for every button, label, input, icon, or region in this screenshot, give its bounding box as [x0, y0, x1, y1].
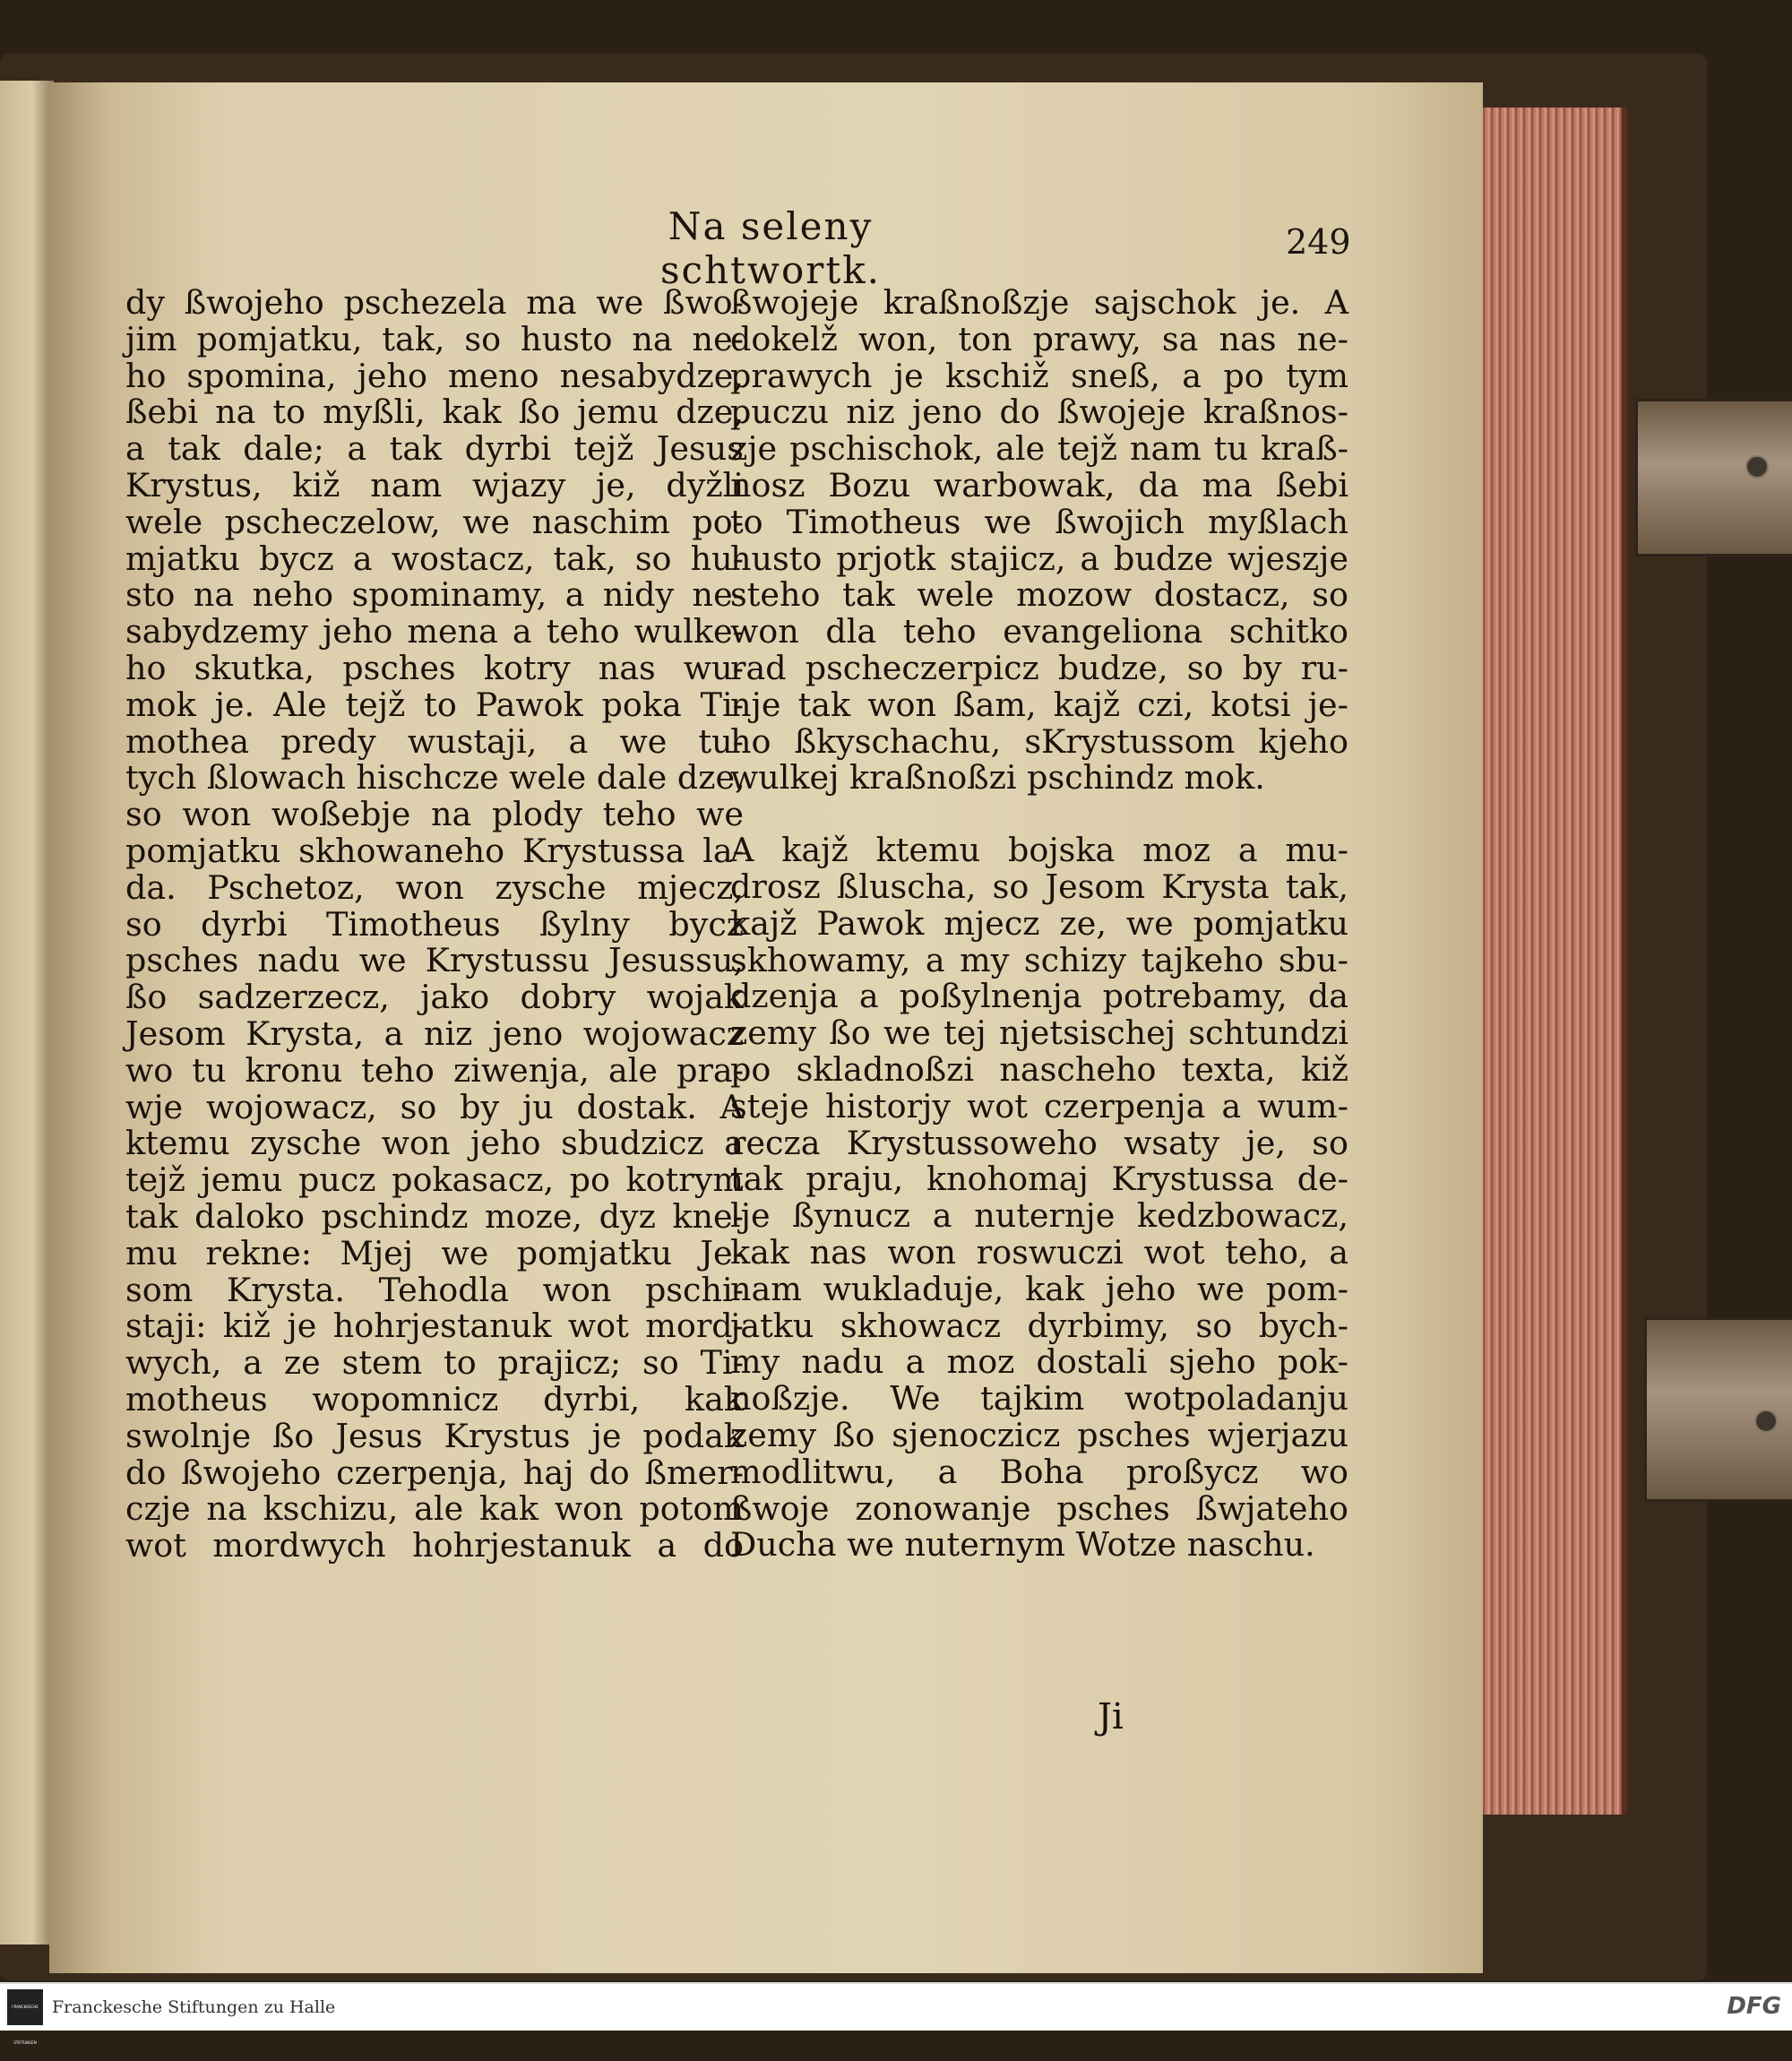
text-line: mothea predy wustaji, a we tu- [125, 721, 744, 761]
text-line: rad pscheczerpicz budze, so by ru- [730, 648, 1348, 687]
text-line: wych, a ze stem to prajicz; so Ti- [125, 1343, 744, 1383]
page-number: 249 [1286, 222, 1351, 262]
text-line: skhowamy, a my schizy tajkeho sbu- [730, 940, 1348, 979]
text-line: A kajž ktemu bojska moz a mu- [730, 831, 1348, 870]
text-line: jatku skhowacz dyrbimy, so bych- [730, 1306, 1348, 1345]
footer-bar [0, 1982, 1792, 2045]
text-line: Krystus, kiž nam wjazy je, dyžli [125, 465, 744, 504]
text-line: Jesom Krysta, a niz jeno wojowacz [125, 1013, 744, 1053]
text-line: psches nadu we Krystussu Jesussu, [125, 941, 744, 980]
text-line: pomjatku skhowaneho Krystussa la- [125, 831, 744, 870]
text-line: ßebi na to myßli, kak ßo jemu dze, [125, 392, 744, 432]
text-line: dokelž won, ton prawy, sa nas ne- [730, 319, 1348, 358]
paragraph-2 [730, 832, 1348, 1564]
text-line: zje pschischok, ale tejž nam tu kraß- [730, 429, 1348, 469]
text-line: mu rekne: Mjej we pomjatku Je- [125, 1233, 744, 1272]
text-line: jim pomjatku, tak, so husto na ne- [125, 319, 744, 358]
text-line: tejž jemu pucz pokasacz, po kotrym [125, 1160, 744, 1200]
right-text-column [730, 285, 1348, 1564]
text-line: da. Pschetoz, won zysche mjecz, [125, 867, 744, 907]
text-line: my nadu a moz dostali sjeho pok- [730, 1342, 1348, 1382]
text-line: modlitwu, a Boha proßycz wo [730, 1452, 1348, 1491]
text-line: som Krysta. Tehodla won pschi- [125, 1270, 744, 1309]
text-line: so won woßebje na plody teho we [125, 795, 744, 834]
text-line: motheus wopomnicz dyrbi, kak [125, 1379, 744, 1419]
left-text-column [125, 285, 744, 1565]
text-line: swolnje ßo Jesus Krystus je podak [125, 1416, 744, 1455]
text-line: prawych je kschiž sneß, a po tym [730, 356, 1348, 395]
paragraph-1 [730, 285, 1348, 797]
text-line: recza Krystussoweho wsaty je, so [730, 1123, 1348, 1162]
text-line: ho spomina, jeho meno nesabydze, [125, 356, 744, 395]
text-line: ßwojeje kraßnoßzje sajschok je. A [730, 283, 1348, 322]
text-line: dzenja a poßylnenja potrebamy, da [730, 977, 1348, 1016]
text-line: zemy ßo we tej njetsischej schtundzi [730, 1013, 1348, 1053]
text-line: sabydzemy jeho mena a teho wulke- [125, 612, 744, 651]
text-line: wje wojowacz, so by ju dostak. A [125, 1087, 744, 1126]
text-line: mjatku bycz a wostacz, tak, so hu- [125, 539, 744, 578]
text-line: nosz Bozu warbowak, da ma ßebi [730, 465, 1348, 504]
text-line: do ßwojeho czerpenja, haj do ßmer- [125, 1453, 744, 1492]
text-line: drosz ßluscha, so Jesom Krysta tak, [730, 867, 1348, 906]
text-line: sto na neho spominamy, a nidy ne- [125, 575, 744, 615]
rivet-icon [1754, 1410, 1778, 1433]
paragraph-gap [730, 797, 1348, 832]
text-line: steje historjy wot czerpenja a wum- [730, 1086, 1348, 1125]
text-line: a tak dale; a tak dyrbi tejž Jesus [125, 429, 744, 469]
clasp-bottom [1644, 1317, 1792, 1502]
text-line: noßzje. We tajkim wotpoladanju [730, 1379, 1348, 1419]
text-line: mok je. Ale tejž to Pawok poka Ti- [125, 685, 744, 724]
text-line: zemy ßo sjenoczicz psches wjerjazu [730, 1415, 1348, 1454]
text-line: kajž Pawok mjecz ze, we pomjatku [730, 903, 1348, 943]
logo-text: FRANCKESCHE STIFTUNGEN [12, 2005, 39, 2045]
institution-logo [7, 1989, 43, 2045]
text-line: dy ßwojeho pschezela ma we ßwo- [125, 283, 744, 322]
rivet-icon [1745, 455, 1769, 479]
left-page-edge [0, 81, 54, 1945]
text-line: wele pscheczelow, we naschim po- [125, 502, 744, 541]
text-line: nam wukladuje, kak jeho we pom- [730, 1269, 1348, 1308]
footer-organization[interactable]: Franckesche Stiftungen zu Halle [52, 1997, 336, 2017]
running-title: Na seleny schtwortk. [660, 204, 881, 292]
page-edges [1478, 108, 1627, 1815]
dfg-logo: DFG [1727, 1993, 1781, 2020]
text-line: ho skutka, psches kotry nas wu- [125, 648, 744, 687]
text-line: Ducha we nuternym Wotze naschu. [730, 1525, 1315, 1565]
text-line: ßo sadzerzecz, jako dobry wojak [125, 978, 744, 1017]
text-line: husto prjotk stajicz, a budze wjeszje [730, 539, 1348, 578]
text-line: steho tak wele mozow dostacz, so [730, 575, 1348, 615]
text-line: ho ßkyschachu, sKrystussom kjeho [730, 721, 1348, 761]
text-line: tych ßlowach hischcze wele dale dze, [125, 758, 745, 798]
text-line: so dyrbi Timotheus ßylny bycz [125, 904, 744, 944]
text-line: staji: kiž je hohrjestanuk wot mord- [125, 1306, 744, 1346]
text-line: wo tu kronu teho ziwenja, ale pra- [125, 1050, 744, 1090]
text-line: lje ßynucz a nuternje kedzbowacz, [730, 1196, 1348, 1236]
text-line: tak praju, knohomaj Krystussa de- [730, 1160, 1348, 1199]
text-line: won dla teho evangeliona schitko [730, 612, 1348, 651]
text-line: wot mordwych hohrjestanuk a do [125, 1526, 744, 1565]
text-line: tak daloko pschindz moze, dyz kne- [125, 1196, 744, 1236]
text-line: kak nas won roswuczi wot teho, a [730, 1232, 1348, 1272]
text-line: ktemu zysche won jeho sbudzicz a [125, 1124, 744, 1163]
text-line: wulkej kraßnoßzi pschindz mok. [730, 758, 1265, 798]
text-line: puczu niz jeno do ßwojeje kraßnos- [730, 392, 1348, 432]
catchword: Ji [1098, 1696, 1124, 1738]
text-line: czje na kschizu, ale kak won potom [125, 1489, 744, 1529]
text-line: to Timotheus we ßwojich myßlach [730, 502, 1348, 541]
text-line: po skladnoßzi nascheho texta, kiž [730, 1049, 1348, 1089]
clasp-top [1635, 399, 1792, 556]
text-line: ßwoje zonowanje psches ßwjateho [730, 1488, 1348, 1528]
text-line: nje tak won ßam, kajž czi, kotsi je- [730, 685, 1348, 724]
